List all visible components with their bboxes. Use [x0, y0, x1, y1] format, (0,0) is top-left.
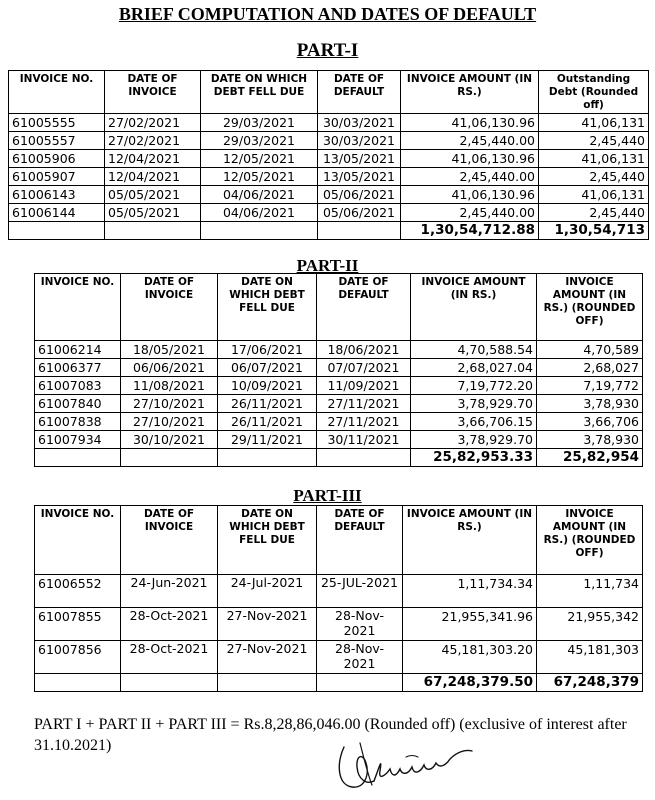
empty-cell [9, 222, 105, 240]
outstanding-debt: 41,06,131 [539, 186, 649, 204]
empty-cell [105, 222, 201, 240]
outstanding-debt: 2,45,440 [539, 204, 649, 222]
invoice-date: 30/10/2021 [121, 431, 218, 449]
default-date: 30/03/2021 [318, 132, 401, 150]
empty-cell [318, 222, 401, 240]
invoice-amount: 41,06,130.96 [401, 186, 539, 204]
table-header-row [35, 274, 643, 341]
default-date: 30/11/2021 [317, 431, 411, 449]
column-header: INVOICE AMOUNT (IN RS.) [403, 506, 537, 575]
default-date: 13/05/2021 [318, 168, 401, 186]
column-header: DATE OF DEFAULT [318, 71, 401, 114]
invoice-amount: 2,45,440.00 [401, 132, 539, 150]
total-invoice-amount-rounded: 25,82,954 [537, 449, 643, 467]
invoice-amount-rounded: 45,181,303 [537, 641, 643, 674]
invoice-date: 12/04/2021 [105, 168, 201, 186]
table-row [9, 132, 649, 150]
invoice-amount: 3,66,706.15 [411, 413, 537, 431]
invoice-date: 28-Oct-2021 [121, 641, 218, 674]
due-date: 24-Jul-2021 [218, 575, 317, 608]
outstanding-debt: 41,06,131 [539, 114, 649, 132]
part3-title: PART-III [293, 486, 362, 505]
empty-cell [121, 674, 218, 692]
column-header: INVOICE NO. [9, 71, 105, 114]
invoice-no: 61006214 [35, 341, 121, 359]
table-row [9, 204, 649, 222]
invoice-amount: 3,78,929.70 [411, 395, 537, 413]
total-row [35, 449, 643, 467]
invoice-amount-rounded: 7,19,772 [537, 377, 643, 395]
default-date: 11/09/2021 [317, 377, 411, 395]
table-row [35, 575, 643, 608]
column-header: DATE OF DEFAULT [317, 274, 411, 341]
invoice-date: 18/05/2021 [121, 341, 218, 359]
due-date: 27-Nov-2021 [218, 608, 317, 641]
total-invoice-amount: 67,248,379.50 [403, 674, 537, 692]
table-row [35, 359, 643, 377]
table-row [9, 150, 649, 168]
table-row [35, 413, 643, 431]
invoice-amount: 45,181,303.20 [403, 641, 537, 674]
invoice-no: 61005557 [9, 132, 105, 150]
column-header: INVOICE NO. [35, 274, 121, 341]
invoice-amount: 21,955,341.96 [403, 608, 537, 641]
part2-table [34, 273, 643, 467]
invoice-no: 61007934 [35, 431, 121, 449]
invoice-no: 61007856 [35, 641, 121, 674]
outstanding-debt: 41,06,131 [539, 150, 649, 168]
invoice-date: 05/05/2021 [105, 186, 201, 204]
default-date: 25-JUL-2021 [317, 575, 403, 608]
invoice-amount: 3,78,929.70 [411, 431, 537, 449]
default-date: 13/05/2021 [318, 150, 401, 168]
default-date: 28-Nov-2021 [317, 608, 403, 641]
document-title: BRIEF COMPUTATION AND DATES OF DEFAULT [118, 4, 537, 24]
due-date: 12/05/2021 [201, 168, 318, 186]
invoice-amount: 41,06,130.96 [401, 150, 539, 168]
invoice-amount-rounded: 3,78,930 [537, 395, 643, 413]
invoice-no: 61005907 [9, 168, 105, 186]
total-invoice-amount: 25,82,953.33 [411, 449, 537, 467]
empty-cell [218, 449, 317, 467]
invoice-amount-rounded: 4,70,589 [537, 341, 643, 359]
invoice-date: 28-Oct-2021 [121, 608, 218, 641]
table-row [35, 431, 643, 449]
column-header: DATE ON WHICH DEBT FELL DUE [218, 274, 317, 341]
outstanding-debt: 2,45,440 [539, 168, 649, 186]
invoice-no: 61007855 [35, 608, 121, 641]
invoice-no: 61006552 [35, 575, 121, 608]
part3-table [34, 505, 643, 692]
table-row [9, 168, 649, 186]
column-header: DATE ON WHICH DEBT FELL DUE [201, 71, 318, 114]
invoice-date: 27/02/2021 [105, 132, 201, 150]
column-header: DATE OF INVOICE [105, 71, 201, 114]
invoice-date: 27/10/2021 [121, 395, 218, 413]
part2-title: PART-II [296, 256, 359, 275]
empty-cell [317, 674, 403, 692]
invoice-date: 11/08/2021 [121, 377, 218, 395]
table-row [35, 608, 643, 641]
total-invoice-amount: 1,30,54,712.88 [401, 222, 539, 240]
invoice-amount: 4,70,588.54 [411, 341, 537, 359]
invoice-amount: 2,68,027.04 [411, 359, 537, 377]
invoice-date: 05/05/2021 [105, 204, 201, 222]
empty-cell [121, 449, 218, 467]
invoice-amount-rounded: 2,68,027 [537, 359, 643, 377]
handwritten-signature [330, 735, 490, 795]
column-header: INVOICE AMOUNT (IN RS.) (ROUNDED OFF) [537, 274, 643, 341]
invoice-no: 61005906 [9, 150, 105, 168]
grand-total-summary: PART I + PART II + PART III = Rs.8,28,86,046.00 (Rounded off) (exclusive of interest after 31.10.2021) [34, 716, 627, 754]
due-date: 27-Nov-2021 [218, 641, 317, 674]
table-row [9, 114, 649, 132]
invoice-amount: 41,06,130.96 [401, 114, 539, 132]
table-row [35, 341, 643, 359]
invoice-amount: 2,45,440.00 [401, 168, 539, 186]
due-date: 29/03/2021 [201, 114, 318, 132]
part1-table [8, 70, 649, 240]
due-date: 26/11/2021 [218, 413, 317, 431]
table-header-row [35, 506, 643, 575]
due-date: 04/06/2021 [201, 204, 318, 222]
due-date: 29/11/2021 [218, 431, 317, 449]
due-date: 10/09/2021 [218, 377, 317, 395]
invoice-date: 27/10/2021 [121, 413, 218, 431]
due-date: 04/06/2021 [201, 186, 318, 204]
total-outstanding-debt: 1,30,54,713 [539, 222, 649, 240]
default-date: 28-Nov-2021 [317, 641, 403, 674]
empty-cell [218, 674, 317, 692]
due-date: 06/07/2021 [218, 359, 317, 377]
default-date: 27/11/2021 [317, 413, 411, 431]
invoice-no: 61007083 [35, 377, 121, 395]
default-date: 30/03/2021 [318, 114, 401, 132]
column-header: Outstanding Debt (Rounded off) [539, 71, 649, 114]
default-date: 07/07/2021 [317, 359, 411, 377]
invoice-no: 61006144 [9, 204, 105, 222]
default-date: 05/06/2021 [318, 204, 401, 222]
invoice-amount-rounded: 21,955,342 [537, 608, 643, 641]
empty-cell [35, 674, 121, 692]
invoice-amount: 1,11,734.34 [403, 575, 537, 608]
total-row [9, 222, 649, 240]
invoice-date: 27/02/2021 [105, 114, 201, 132]
invoice-no: 61007840 [35, 395, 121, 413]
total-invoice-amount-rounded: 67,248,379 [537, 674, 643, 692]
empty-cell [201, 222, 318, 240]
due-date: 12/05/2021 [201, 150, 318, 168]
due-date: 26/11/2021 [218, 395, 317, 413]
outstanding-debt: 2,45,440 [539, 132, 649, 150]
invoice-no: 61005555 [9, 114, 105, 132]
column-header: INVOICE NO. [35, 506, 121, 575]
due-date: 17/06/2021 [218, 341, 317, 359]
column-header: DATE ON WHICH DEBT FELL DUE [218, 506, 317, 575]
table-header-row [9, 71, 649, 114]
invoice-no: 61007838 [35, 413, 121, 431]
due-date: 29/03/2021 [201, 132, 318, 150]
column-header: INVOICE AMOUNT (IN RS.) [401, 71, 539, 114]
invoice-amount-rounded: 1,11,734 [537, 575, 643, 608]
table-row [9, 186, 649, 204]
invoice-no: 61006377 [35, 359, 121, 377]
invoice-no: 61006143 [9, 186, 105, 204]
part1-title: PART-I [296, 40, 359, 61]
column-header: INVOICE AMOUNT (IN RS.) (ROUNDED OFF) [537, 506, 643, 575]
invoice-date: 24-Jun-2021 [121, 575, 218, 608]
empty-cell [317, 449, 411, 467]
table-row [35, 395, 643, 413]
empty-cell [35, 449, 121, 467]
invoice-amount: 2,45,440.00 [401, 204, 539, 222]
invoice-date: 06/06/2021 [121, 359, 218, 377]
invoice-amount-rounded: 3,66,706 [537, 413, 643, 431]
invoice-amount: 7,19,772.20 [411, 377, 537, 395]
column-header: DATE OF DEFAULT [317, 506, 403, 575]
default-date: 27/11/2021 [317, 395, 411, 413]
invoice-date: 12/04/2021 [105, 150, 201, 168]
total-row [35, 674, 643, 692]
invoice-amount-rounded: 3,78,930 [537, 431, 643, 449]
table-row [35, 377, 643, 395]
column-header: DATE OF INVOICE [121, 274, 218, 341]
column-header: INVOICE AMOUNT (IN RS.) [411, 274, 537, 341]
column-header: DATE OF INVOICE [121, 506, 218, 575]
table-row [35, 641, 643, 674]
default-date: 05/06/2021 [318, 186, 401, 204]
default-date: 18/06/2021 [317, 341, 411, 359]
